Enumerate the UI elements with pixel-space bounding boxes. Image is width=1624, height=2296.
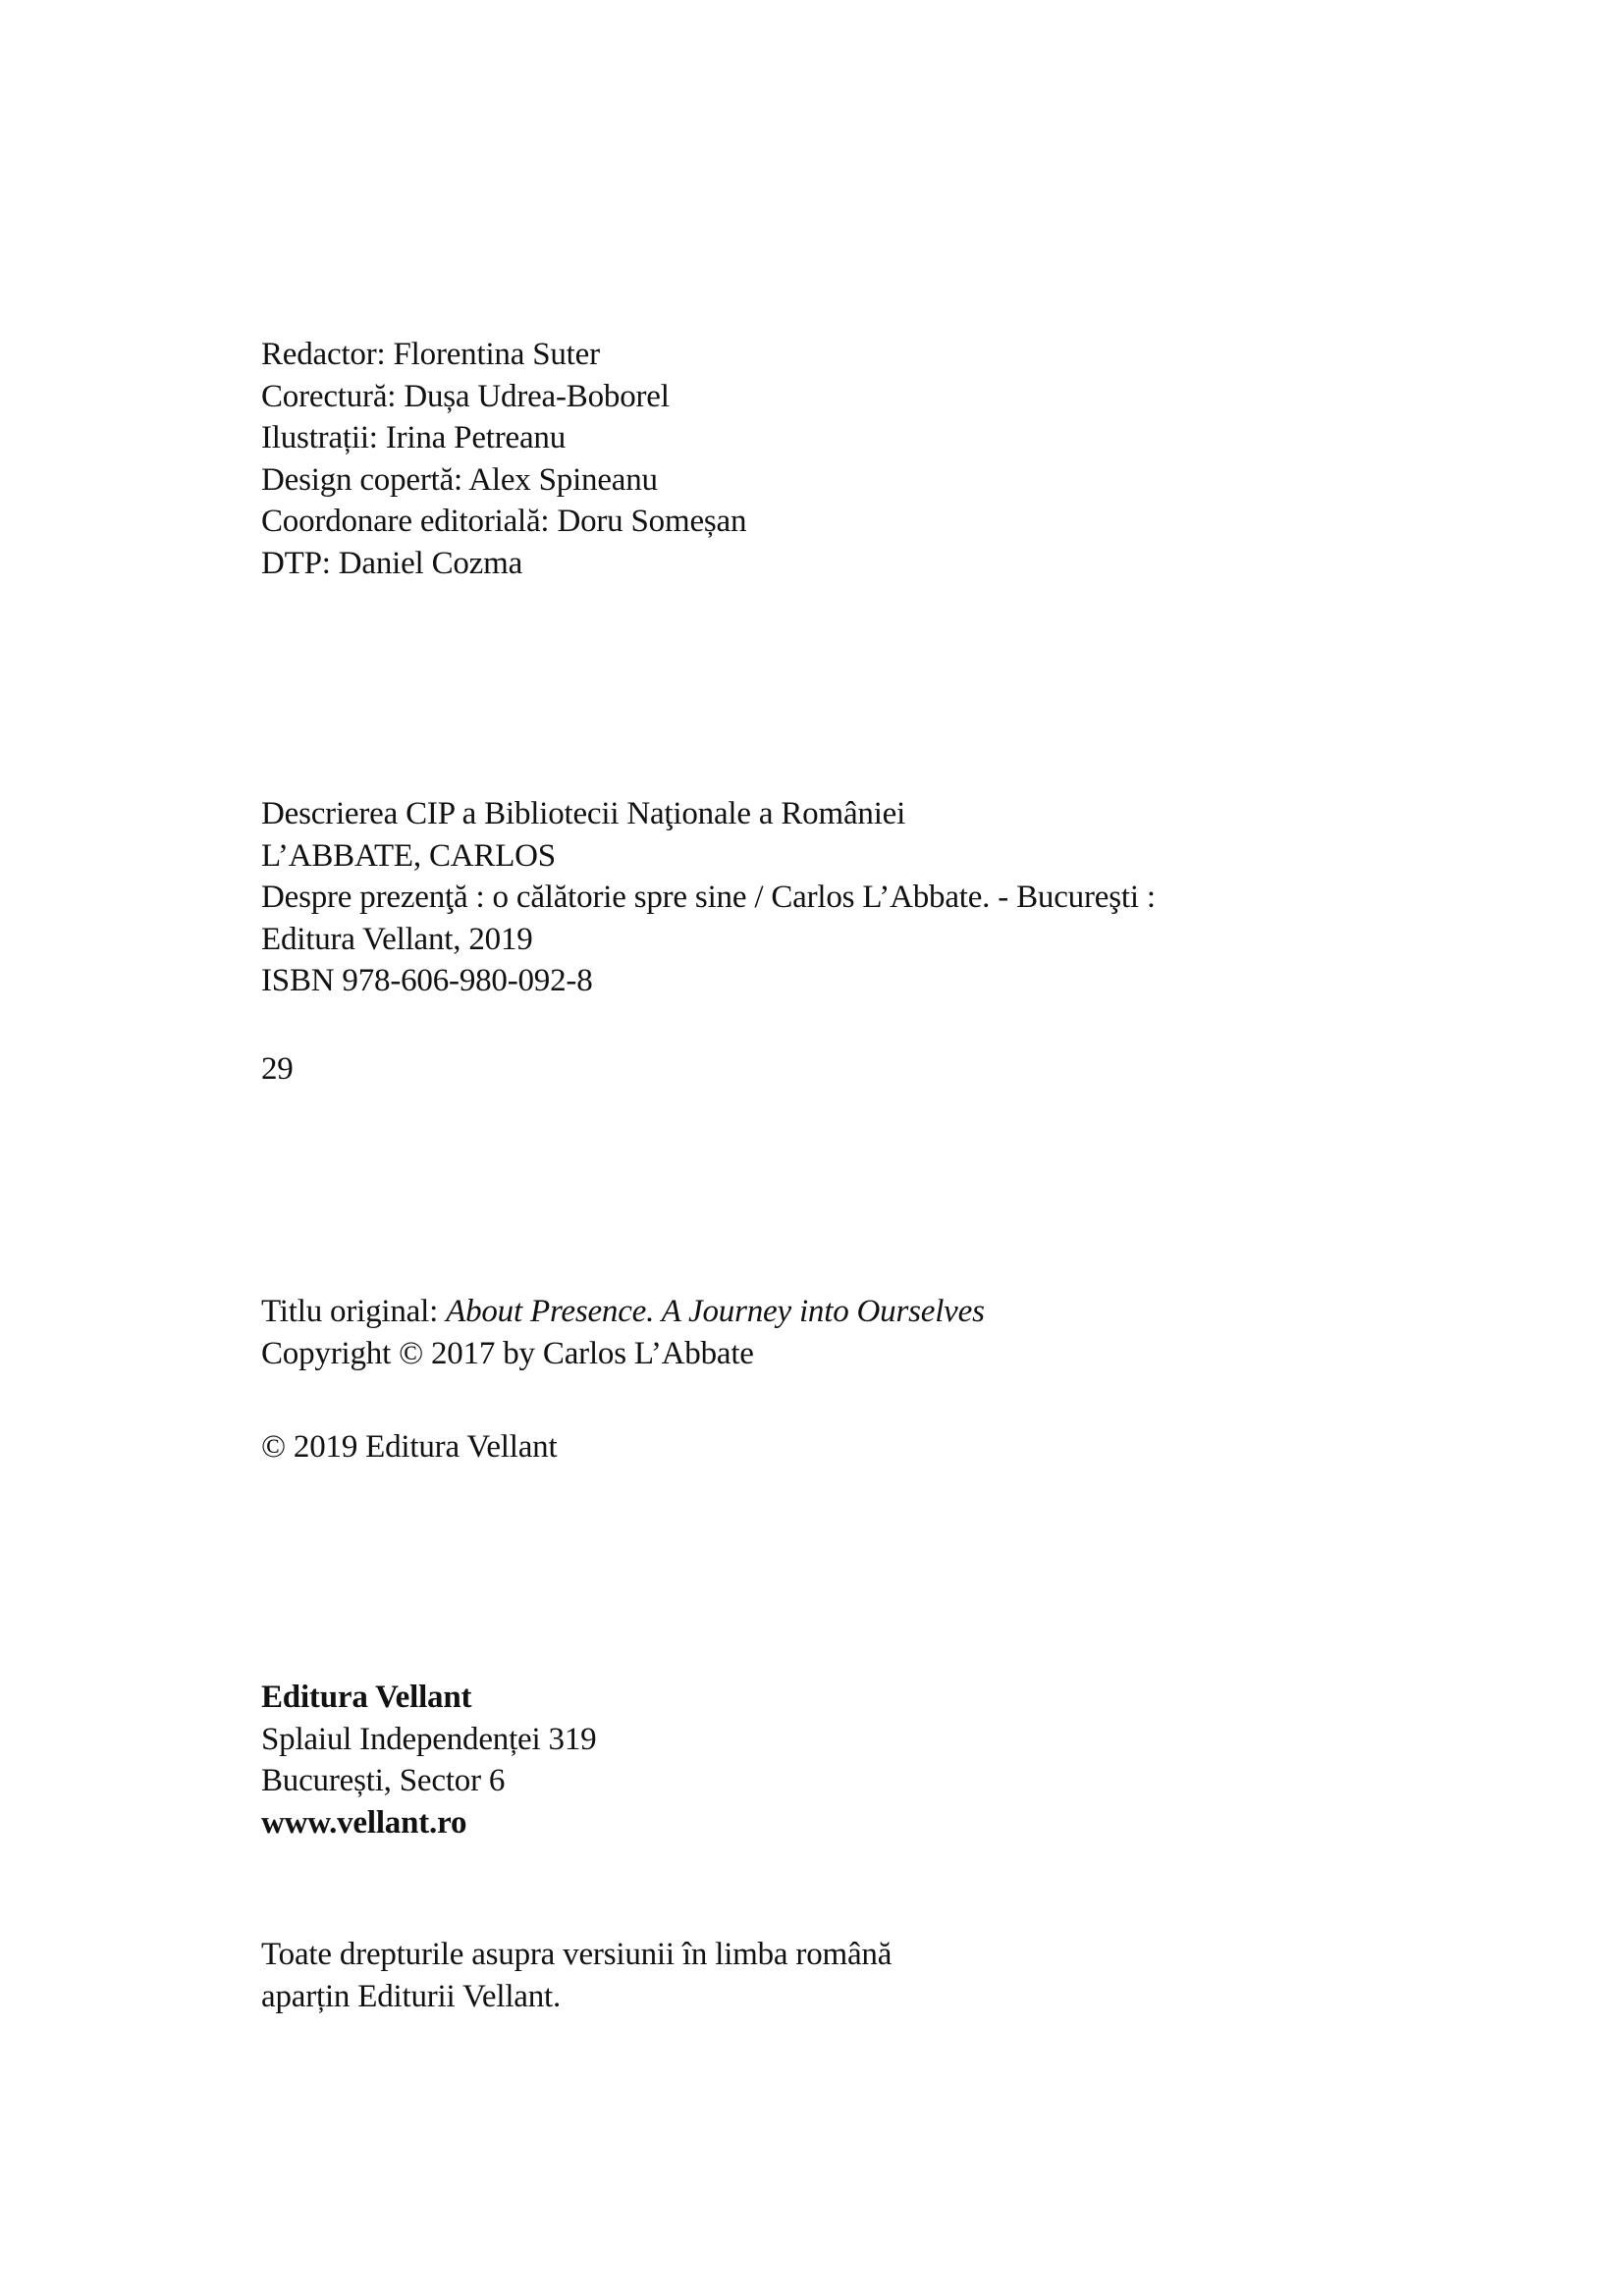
publisher-name: Editura Vellant [261,1680,472,1715]
cip-classification [261,1048,294,1091]
credit-illustrations: Ilustrații: Irina Petreanu [261,420,567,455]
original-copyright: Copyright © 2017 by Carlos L’Abbate [261,1335,754,1371]
credits-block [261,334,746,584]
original-title-block [261,1291,985,1374]
publisher-copyright-block [261,1426,557,1468]
credit-cover-design: Design copertă: Alex Spineanu [261,461,658,498]
rights-line: Toate drepturile asupra versiunii în limba română [261,1937,893,1972]
publisher-address-block [261,1677,596,1843]
credit-dtp: DTP: Daniel Cozma [261,545,523,581]
credit-editorial-coordination: Coordonare editorială: Doru Someșan [261,504,747,539]
publisher-street: Splaiul Independenței 319 [261,1721,597,1757]
cip-isbn: ISBN 978-606-980-092-8 [261,963,593,998]
cip-heading: Descrierea CIP a Bibliotecii Naţionale a României [261,796,906,831]
cip-title-line: Despre prezenţă : o călătorie spre sine / Carlos L’Abbate. - Bucureşti : [261,880,1156,915]
credit-proofreading: Corectură: Dușa Udrea-Boborel [261,378,670,414]
cip-author: L’ABBATE, CARLOS [261,837,556,874]
rights-line: aparțin Editurii Vellant. [261,1978,562,2014]
publisher-copyright: © 2019 Editura Vellant [261,1429,558,1465]
cip-publisher-line: Editura Vellant, 2019 [261,921,533,957]
original-title: About Presence. A Journey into Ourselves [446,1294,985,1329]
original-title-line [261,1291,985,1333]
publisher-website-link[interactable]: www.vellant.ro [261,1804,467,1841]
original-title-label: Titlu original: [261,1294,447,1329]
cip-classification-number: 29 [261,1051,294,1087]
credit-editor: Redactor: Florentina Suter [261,337,600,372]
rights-statement [261,1934,892,2017]
cip-description [261,793,1156,1002]
publisher-city: București, Sector 6 [261,1763,506,1798]
